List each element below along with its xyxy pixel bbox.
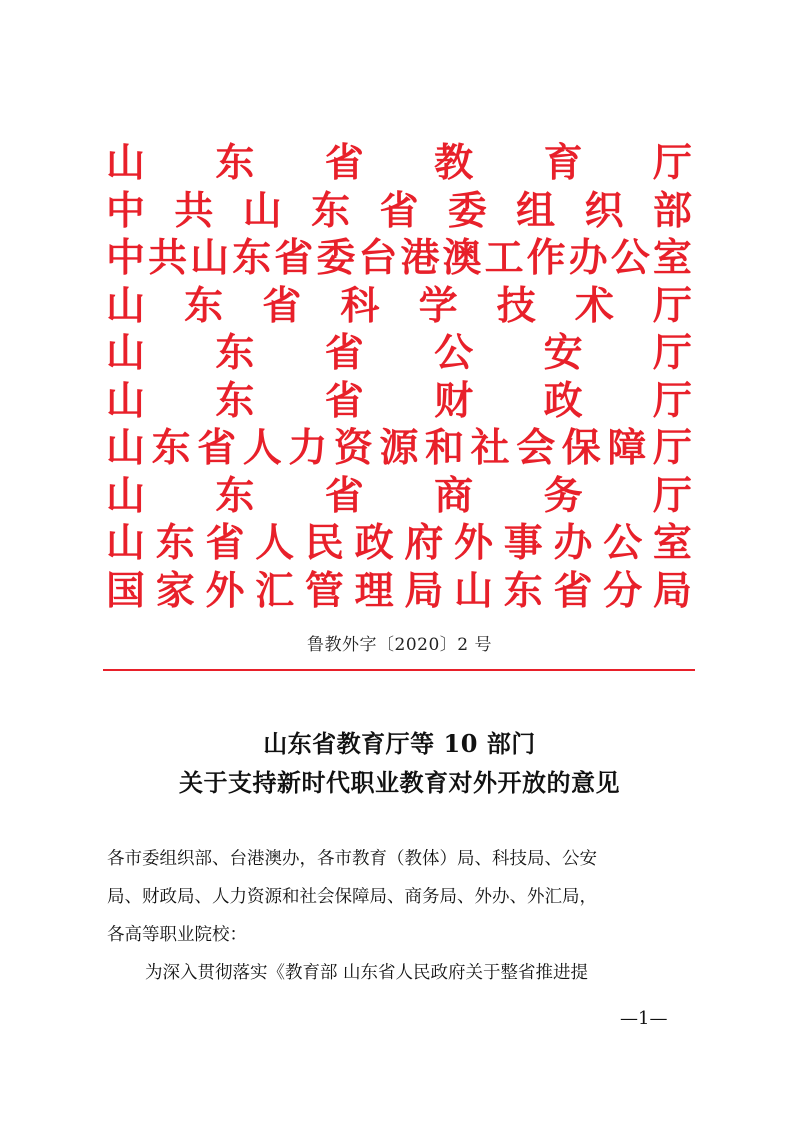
department-character: 府	[404, 520, 444, 566]
department-character: 厅	[652, 140, 692, 186]
document-title-line-1: 山东省教育厅等 10 部门	[263, 729, 536, 758]
department-character: 省	[324, 377, 364, 424]
department-character: 山	[454, 567, 494, 614]
department-character: 澳	[442, 235, 482, 281]
department-character: 中	[106, 235, 146, 281]
department-character: 学	[418, 282, 458, 329]
department-character: 务	[543, 472, 583, 519]
department-character: 商	[434, 472, 474, 519]
department-character: 民	[304, 520, 344, 566]
department-character: 山	[106, 140, 146, 186]
department-character: 东	[155, 520, 195, 566]
department-line	[106, 425, 692, 471]
department-character: 厅	[652, 377, 692, 424]
salutation-line: 各市委组织部、台港澳办，各市教育（教体）局、科技局、公安	[107, 849, 597, 869]
department-character: 工	[484, 235, 524, 281]
department-character: 厅	[652, 330, 692, 376]
department-character: 科	[340, 282, 380, 329]
department-character: 山	[106, 472, 146, 519]
department-character: 局	[652, 567, 692, 614]
department-character: 室	[652, 520, 692, 566]
department-character: 山	[106, 377, 146, 424]
department-character: 社	[470, 425, 510, 471]
department-character: 源	[379, 425, 419, 471]
department-character: 东	[232, 235, 272, 281]
department-character: 人	[242, 425, 282, 471]
department-character: 厅	[652, 282, 692, 329]
department-character: 织	[584, 187, 624, 234]
department-line	[106, 283, 692, 329]
issuing-departments-header	[106, 140, 692, 615]
department-character: 东	[184, 282, 224, 329]
department-character: 保	[561, 425, 601, 471]
department-character: 港	[400, 235, 440, 281]
department-character: 家	[155, 567, 195, 614]
department-character: 省	[274, 235, 314, 281]
department-line	[106, 140, 692, 186]
department-line	[106, 520, 692, 566]
department-character: 东	[215, 330, 255, 376]
department-character: 公	[603, 520, 643, 566]
department-character: 共	[148, 235, 188, 281]
department-character: 省	[324, 140, 364, 186]
department-character: 共	[174, 187, 214, 234]
department-line	[106, 330, 692, 376]
department-character: 山	[106, 330, 146, 376]
department-character: 委	[447, 187, 487, 234]
department-character: 部	[652, 187, 692, 234]
department-character: 山	[106, 282, 146, 329]
department-character: 省	[324, 472, 364, 519]
department-character: 山	[242, 187, 282, 234]
department-character: 东	[215, 140, 255, 186]
department-character: 资	[333, 425, 373, 471]
department-character: 省	[205, 520, 245, 566]
document-number: 鲁教外字〔2020〕2 号	[307, 635, 492, 655]
department-character: 委	[316, 235, 356, 281]
salutation-line: 各高等职业院校：	[107, 925, 247, 945]
department-character: 政	[354, 520, 394, 566]
department-character: 省	[553, 567, 593, 614]
department-character: 外	[205, 567, 245, 614]
department-character: 事	[503, 520, 543, 566]
department-character: 办	[568, 235, 608, 281]
document-title-line-2: 关于支持新时代职业教育对外开放的意见	[179, 768, 620, 797]
department-character: 东	[215, 472, 255, 519]
department-character: 技	[496, 282, 536, 329]
department-character: 厅	[652, 425, 692, 471]
department-character: 办	[553, 520, 593, 566]
department-character: 东	[151, 425, 191, 471]
department-character: 安	[543, 330, 583, 376]
department-character: 东	[311, 187, 351, 234]
department-line	[106, 568, 692, 614]
department-character: 作	[526, 235, 566, 281]
paragraph-line: 为深入贯彻落实《教育部 山东省人民政府关于整省推进提	[145, 963, 589, 983]
department-character: 分	[603, 567, 643, 614]
department-character: 东	[215, 377, 255, 424]
department-character: 公	[434, 330, 474, 376]
department-character: 省	[324, 330, 364, 376]
red-separator-line	[103, 669, 695, 671]
department-character: 省	[197, 425, 237, 471]
department-character: 术	[574, 282, 614, 329]
department-character: 中	[106, 187, 146, 234]
department-character: 公	[610, 235, 650, 281]
department-character: 财	[434, 377, 474, 424]
department-character: 教	[434, 140, 474, 186]
department-line	[106, 378, 692, 424]
salutation	[107, 840, 697, 954]
department-line	[106, 473, 692, 519]
department-character: 省	[379, 187, 419, 234]
department-character: 政	[543, 377, 583, 424]
department-character: 局	[404, 567, 444, 614]
department-character: 会	[516, 425, 556, 471]
page-number: —1—	[620, 1008, 668, 1029]
department-character: 理	[354, 567, 394, 614]
department-character: 组	[516, 187, 556, 234]
department-character: 障	[607, 425, 647, 471]
department-character: 人	[255, 520, 295, 566]
department-character: 室	[652, 235, 692, 281]
department-line	[106, 235, 692, 281]
department-character: 汇	[255, 567, 295, 614]
department-line	[106, 188, 692, 234]
department-character: 国	[106, 567, 146, 614]
department-character: 山	[106, 425, 146, 471]
department-character: 育	[543, 140, 583, 186]
department-character: 东	[503, 567, 543, 614]
salutation-line: 局、财政局、人力资源和社会保障局、商务局、外办、外汇局，	[107, 887, 597, 907]
department-character: 厅	[652, 472, 692, 519]
body-paragraph	[107, 954, 697, 992]
department-character: 管	[304, 567, 344, 614]
department-character: 外	[454, 520, 494, 566]
department-character: 山	[106, 520, 146, 566]
department-character: 和	[425, 425, 465, 471]
department-character: 台	[358, 235, 398, 281]
department-character: 力	[288, 425, 328, 471]
department-character: 省	[262, 282, 302, 329]
department-character: 山	[190, 235, 230, 281]
